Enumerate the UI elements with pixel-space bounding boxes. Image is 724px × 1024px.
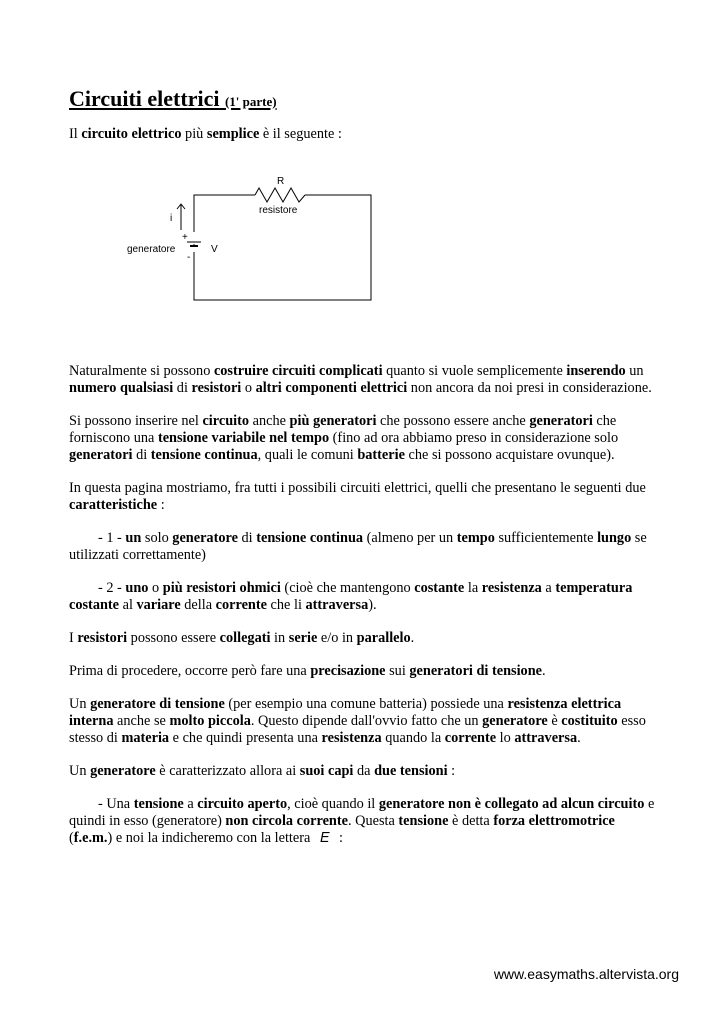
text-run: di (132, 447, 151, 463)
text-run: quanto si vuole semplicemente (382, 363, 567, 379)
bold-term: circuito aperto (197, 796, 288, 812)
text-run: se utilizzati correttamente) (69, 530, 647, 563)
bold-term: resistenza (321, 730, 382, 746)
bold-term: tensione variabile nel tempo (157, 430, 330, 446)
bold-term: generatori (529, 413, 593, 429)
text-run: . (410, 630, 415, 646)
intro-paragraph (69, 126, 659, 143)
bold-term: materia (121, 730, 170, 746)
bold-term: parallelo (356, 630, 411, 646)
paragraphs (69, 363, 659, 847)
bold-term: forza elettromotrice (493, 813, 615, 829)
title-subtitle: (1' parte) (224, 94, 277, 109)
text-run: e/o in (317, 630, 357, 646)
paragraph (69, 796, 659, 847)
bold-term: altri componenti elettrici (255, 380, 408, 396)
text-run: un (625, 363, 644, 379)
text-run: Il (69, 126, 82, 142)
bold-term: corrente (444, 730, 497, 746)
bold-term: precisazione (310, 663, 386, 679)
text-run: sufficientemente (494, 530, 598, 546)
text-run: I (69, 630, 78, 646)
text-run: - 1 - (98, 530, 126, 546)
bold-term: variare (136, 597, 181, 613)
text-run: che si possono acquistare ovunque). (404, 447, 615, 463)
bold-term: numero qualsiasi (69, 380, 174, 396)
text-run: è il seguente : (259, 126, 342, 142)
bold-term: costituito (561, 713, 618, 729)
bold-term: generatore (90, 763, 156, 779)
bold-term: generatore (482, 713, 548, 729)
paragraph (69, 480, 659, 514)
text-run: esso stesso di (69, 713, 646, 746)
text-run: - Una (98, 796, 134, 812)
text-run: lo (496, 730, 515, 746)
bold-term: costruire circuiti complicati (213, 363, 383, 379)
resistor-symbol-label: R (277, 176, 285, 187)
paragraph (69, 663, 659, 680)
text-run: è caratterizzato allora ai (155, 763, 300, 779)
bold-term: caratteristiche (69, 497, 158, 513)
text-run: ( (69, 830, 74, 846)
generator-label: generatore (127, 244, 176, 255)
text-run: . (577, 730, 581, 746)
bold-term: generatore non è collegato ad alcun circuito (378, 796, 645, 812)
text-run: Naturalmente si possono (69, 363, 214, 379)
text-run: : (335, 830, 344, 846)
text-run: Un (69, 696, 91, 712)
paragraph (69, 530, 659, 564)
bold-term: f.e.m. (73, 830, 108, 846)
text-run: (per esempio una comune batteria) possiede una (224, 696, 508, 712)
bold-term: resistori (191, 380, 242, 396)
text-run: (almeno per un (363, 530, 457, 546)
emf-symbol: E (319, 830, 330, 846)
text-run: della (180, 597, 216, 613)
title-main: Circuiti elettrici (69, 86, 220, 111)
text-run: non ancora da noi presi in considerazione. (407, 380, 652, 396)
bold-term: circuito elettrico (81, 126, 182, 142)
text-run: più (181, 126, 207, 142)
bold-term: generatori di tensione (409, 663, 542, 679)
bold-term: generatore di tensione (90, 696, 225, 712)
plus-sign: + (182, 232, 188, 243)
bold-term: tensione (133, 796, 184, 812)
bold-term: collegati (219, 630, 271, 646)
bold-term: resistori (77, 630, 128, 646)
bold-term: corrente (215, 597, 267, 613)
bold-term: suoi capi (299, 763, 354, 779)
text-run: sui (385, 663, 410, 679)
text-run: , quali le comuni (257, 447, 358, 463)
text-run: . Questo dipende dall'ovvio fatto che un (250, 713, 483, 729)
text-run: di (173, 380, 192, 396)
text-run: che forniscono una (69, 413, 617, 446)
bold-term: più resistori ohmici (162, 580, 281, 596)
minus-sign: - (187, 252, 191, 263)
bold-term: lungo (597, 530, 632, 546)
voltage-label: V (211, 244, 218, 255)
text-run: ) e noi la indicheremo con la lettera (107, 830, 314, 846)
text-run: o (148, 580, 163, 596)
bold-term: resistenza (481, 580, 542, 596)
bold-term: inserendo (566, 363, 626, 379)
text-run: che possono essere anche (376, 413, 530, 429)
bold-term: generatori (69, 447, 133, 463)
text-run: anche se (113, 713, 170, 729)
text-run: che li (266, 597, 306, 613)
current-label: i (170, 213, 173, 224)
text-run: Un (69, 763, 91, 779)
text-run: possono essere (127, 630, 220, 646)
text-run: e che quindi presenta una (169, 730, 322, 746)
paragraph (69, 413, 659, 464)
text-run: di (237, 530, 257, 546)
text-run: e quindi in esso (generatore) (69, 796, 655, 829)
bold-term: circuito (202, 413, 250, 429)
paragraph (69, 580, 659, 614)
bold-term: uno (125, 580, 149, 596)
text-run: a (541, 580, 556, 596)
text-run: - 2 - (98, 580, 126, 596)
text-run: è (547, 713, 562, 729)
bold-term: attraversa (305, 597, 369, 613)
bold-term: generatore (172, 530, 238, 546)
bold-term: tempo (456, 530, 495, 546)
paragraph (69, 763, 659, 780)
text-run: ). (368, 597, 377, 613)
bold-term: più generatori (289, 413, 377, 429)
text-run: Prima di procedere, occorre però fare una (69, 663, 311, 679)
bold-term: tensione (398, 813, 449, 829)
text-run: solo (141, 530, 173, 546)
text-run: in (270, 630, 289, 646)
text-run: Si possono inserire nel (69, 413, 203, 429)
paragraph (69, 696, 659, 747)
resistor-name-label: resistore (259, 205, 298, 216)
document-body (69, 126, 659, 863)
page-title (69, 86, 277, 112)
paragraph (69, 630, 659, 647)
text-run: . (542, 663, 546, 679)
paragraph (69, 363, 659, 397)
text-run: a (183, 796, 198, 812)
bold-term: attraversa (514, 730, 578, 746)
bold-term: temperatura costante (69, 580, 633, 613)
text-run: anche (249, 413, 290, 429)
bold-term: tensione continua (150, 447, 258, 463)
bold-term: semplice (206, 126, 260, 142)
text-run: , cioè quando il (287, 796, 379, 812)
bold-term: serie (288, 630, 318, 646)
bold-term: resistenza elettrica interna (69, 696, 622, 729)
bold-term: molto piccola (169, 713, 251, 729)
bold-term: tensione continua (256, 530, 364, 546)
text-run: (cioè che mantengono (280, 580, 415, 596)
text-run: : (447, 763, 456, 779)
text-run: . Questa (347, 813, 399, 829)
footer-url[interactable]: www.easymaths.altervista.org (493, 966, 679, 982)
text-run: da (353, 763, 375, 779)
text-run: al (119, 597, 137, 613)
text-run: è detta (448, 813, 494, 829)
text-run: o (241, 380, 256, 396)
text-run: la (464, 580, 482, 596)
bold-term: batterie (357, 447, 405, 463)
bold-term: due tensioni (374, 763, 448, 779)
current-arrow (177, 204, 185, 230)
text-run: In questa pagina mostriamo, fra tutti i possibili circuiti elettrici, quelli che presentano le seguenti due (69, 480, 646, 496)
text-run: : (157, 497, 165, 513)
circuit-diagram (91, 166, 391, 331)
bold-term: costante (414, 580, 465, 596)
bold-term: un (125, 530, 142, 546)
text-run: quando la (381, 730, 445, 746)
bold-term: non circola corrente (225, 813, 348, 829)
resistor-symbol (255, 188, 305, 202)
text-run: (fino ad ora abbiamo preso in considerazione solo (329, 430, 619, 446)
